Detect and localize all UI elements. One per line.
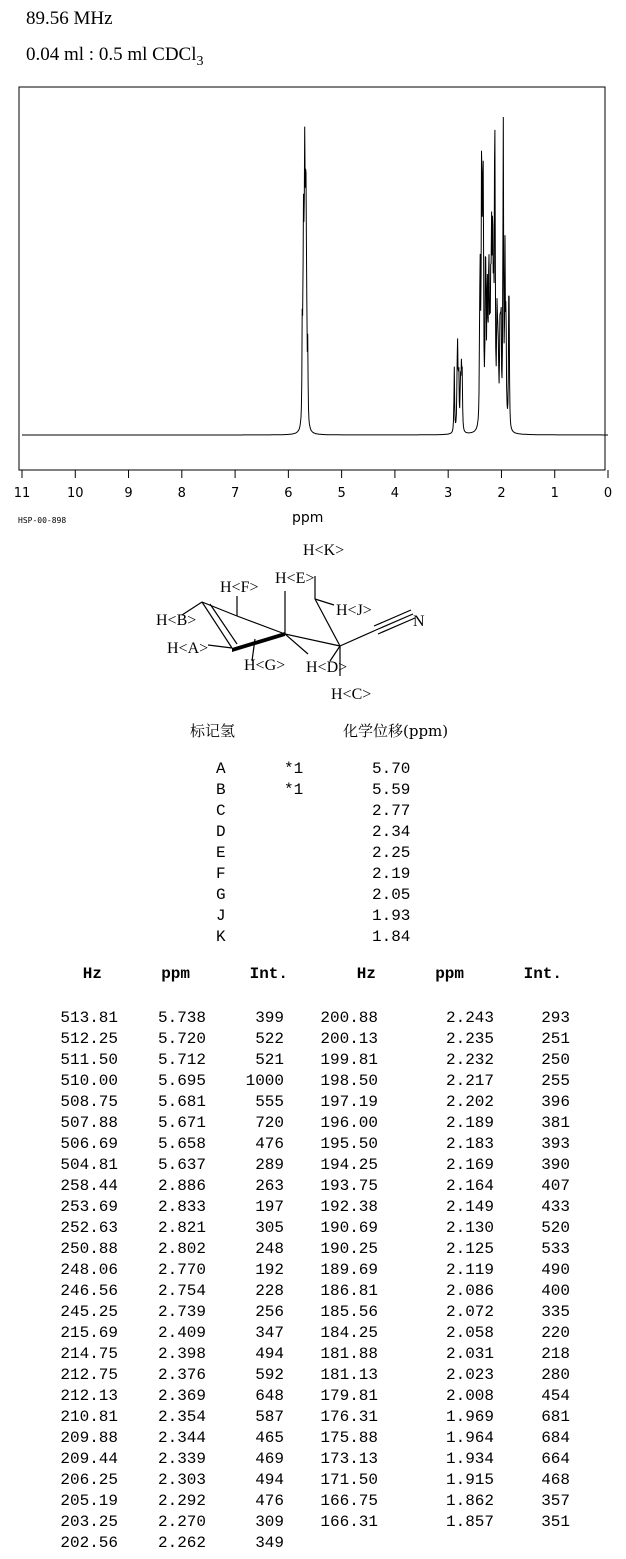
peak-cell: 192 [255,1261,284,1279]
peak-cell: 2.754 [157,1282,206,1300]
assignment-note: *1 [284,781,304,799]
h-label-b: H<B> [156,612,197,629]
assignment-proton-label: B [216,781,226,799]
peak-cell: 2.886 [157,1177,206,1195]
peak-cell: 506.69 [60,1135,118,1153]
peak-cell: 2.169 [445,1156,494,1174]
bond-lines [182,576,415,676]
peak-cell: 256 [255,1303,284,1321]
peak-cell: 2.072 [445,1303,494,1321]
peak-cell: 194.25 [320,1156,378,1174]
peak-cell: 2.344 [157,1429,206,1447]
peak-cell: 2.008 [445,1387,494,1405]
peak-cell: 203.25 [60,1513,118,1531]
peak-cell: 5.658 [157,1135,206,1153]
peak-cell: 357 [541,1492,570,1510]
assignment-shift-header: 化学位移(ppm) [343,722,449,740]
assignment-proton-label: F [216,865,226,883]
peak-cell: 494 [255,1471,284,1489]
peak-cell: 293 [541,1009,570,1027]
peak-cell: 250 [541,1051,570,1069]
peak-cell: 198.50 [320,1072,378,1090]
peak-cell: 173.13 [320,1450,378,1468]
peak-col-hz-left [30,1008,118,1554]
x-tick-label: 6 [284,486,293,501]
peak-cell: 381 [541,1114,570,1132]
peak-cell: 512.25 [60,1030,118,1048]
peak-cell: 592 [255,1366,284,1384]
peak-cell: 2.770 [157,1261,206,1279]
peak-cell: 228 [255,1282,284,1300]
peak-cell: 5.681 [157,1093,206,1111]
peak-cell: 521 [255,1051,284,1069]
peak-cell: 510.00 [60,1072,118,1090]
atom-nitrogen: N [413,613,425,630]
peak-cell: 2.183 [445,1135,494,1153]
peak-cell: 193.75 [320,1177,378,1195]
peak-cell: 175.88 [320,1429,378,1447]
x-tick-label: 0 [603,486,613,501]
peak-cell: 454 [541,1387,570,1405]
assignment-proton-label: D [216,823,226,841]
peak-cell: 664 [541,1450,570,1468]
peak-cell: 184.25 [320,1324,378,1342]
x-tick-label: 11 [13,486,31,501]
peak-header-hz: Hz [82,965,102,983]
peak-cell: 2.189 [445,1114,494,1132]
peak-cell: 494 [255,1345,284,1363]
x-tick-label: 9 [124,486,133,501]
peak-cell: 205.19 [60,1492,118,1510]
peak-col-ppm-left [130,1008,206,1554]
peak-cell: 2.164 [445,1177,494,1195]
peak-cell: 513.81 [60,1009,118,1027]
peak-cell: 185.56 [320,1303,378,1321]
peak-cell: 522 [255,1030,284,1048]
spectrum-id: HSP-00-898 [18,516,67,525]
peak-cell: 5.637 [157,1156,206,1174]
x-tick-label: 7 [230,486,240,501]
assignment-shift: 2.25 [372,844,411,862]
peak-cell: 186.81 [320,1282,378,1300]
peak-cell: 250.88 [60,1240,118,1258]
peak-cell: 520 [541,1219,570,1237]
peak-cell: 2.802 [157,1240,206,1258]
assignment-proton-label: K [216,928,226,946]
peak-cell: 251 [541,1030,570,1048]
peak-cell: 190.25 [320,1240,378,1258]
peak-cell: 255 [541,1072,570,1090]
x-tick-label: 3 [444,486,453,501]
h-label-d: H<D> [306,659,348,676]
peak-cell: 1.934 [445,1450,494,1468]
peak-cell: 433 [541,1198,570,1216]
peak-cell: 349 [255,1534,284,1552]
peak-cell: 197 [255,1198,284,1216]
peak-cell: 176.31 [320,1408,378,1426]
peak-cell: 2.821 [157,1219,206,1237]
wedge-bond [232,632,285,652]
spectrometer-frequency: 89.56 MHz [26,8,113,29]
peak-cell: 2.739 [157,1303,206,1321]
peak-header-ppm: ppm [161,965,190,983]
peak-cell: 189.69 [320,1261,378,1279]
peak-cell: 1.857 [445,1513,494,1531]
peak-cell: 190.69 [320,1219,378,1237]
assignment-proton-label: C [216,802,226,820]
peak-cell: 2.270 [157,1513,206,1531]
sample-text: 0.04 ml : 0.5 ml CDCl [26,44,197,65]
peak-cell: 289 [255,1156,284,1174]
peak-cell: 684 [541,1429,570,1447]
assignment-shift: 1.93 [372,907,411,925]
peak-cell: 2.119 [445,1261,494,1279]
peak-cell: 212.13 [60,1387,118,1405]
peak-cell: 2.217 [445,1072,494,1090]
peak-cell: 2.303 [157,1471,206,1489]
peak-cell: 253.69 [60,1198,118,1216]
x-axis-label: ppm [292,510,324,526]
peak-cell: 192.38 [320,1198,378,1216]
atom-labels [156,542,425,703]
peak-cell: 210.81 [60,1408,118,1426]
spectrum-trace [22,117,608,435]
peak-cell: 5.712 [157,1051,206,1069]
peak-cell: 2.125 [445,1240,494,1258]
assignment-shift: 5.70 [372,760,411,778]
peak-cell: 2.292 [157,1492,206,1510]
sample-description [26,44,204,70]
peak-cell: 2.232 [445,1051,494,1069]
peak-cell: 246.56 [60,1282,118,1300]
peak-cell: 2.086 [445,1282,494,1300]
peak-cell: 468 [541,1471,570,1489]
h-label-f: H<F> [220,579,259,596]
peak-cell: 248.06 [60,1261,118,1279]
x-tick-label: 5 [337,486,346,501]
peak-cell: 2.031 [445,1345,494,1363]
assignment-shift: 5.59 [372,781,411,799]
peak-cell: 555 [255,1093,284,1111]
peak-cell: 2.202 [445,1093,494,1111]
peak-cell: 200.88 [320,1009,378,1027]
peak-cell: 218 [541,1345,570,1363]
peak-cell: 351 [541,1513,570,1531]
peak-cell: 2.149 [445,1198,494,1216]
peak-col-hz-right [318,1008,378,1533]
peak-cell: 335 [541,1303,570,1321]
x-axis-ticks [14,470,612,501]
h-label-j: H<J> [336,602,372,619]
peak-header-ppm-2: ppm [435,965,464,983]
peak-header-hz-2: Hz [356,965,376,983]
peak-cell: 1.915 [445,1471,494,1489]
peak-cell: 504.81 [60,1156,118,1174]
peak-header-int: Int. [249,965,288,983]
peak-cell: 681 [541,1408,570,1426]
peak-cell: 2.398 [157,1345,206,1363]
peak-cell: 2.243 [445,1009,494,1027]
peak-cell: 209.44 [60,1450,118,1468]
molecule-structure [140,536,470,706]
peak-cell: 2.409 [157,1324,206,1342]
peak-cell: 5.720 [157,1030,206,1048]
peak-cell: 2.354 [157,1408,206,1426]
peak-cell: 720 [255,1114,284,1132]
peak-cell: 5.738 [157,1009,206,1027]
peak-cell: 2.369 [157,1387,206,1405]
peak-col-int-left [226,1008,284,1554]
peak-cell: 390 [541,1156,570,1174]
peak-cell: 215.69 [60,1324,118,1342]
peak-cell: 305 [255,1219,284,1237]
peak-cell: 197.19 [320,1093,378,1111]
assignment-shift: 2.77 [372,802,411,820]
peak-cell: 347 [255,1324,284,1342]
assignment-label-header: 标记氢 [190,722,236,740]
assignment-shift: 2.05 [372,886,411,904]
peak-cell: 407 [541,1177,570,1195]
peak-cell: 1.964 [445,1429,494,1447]
peak-cell: 202.56 [60,1534,118,1552]
peak-cell: 1000 [245,1072,284,1090]
x-tick-label: 1 [550,486,559,501]
h-label-a: H<A> [167,640,209,657]
peak-cell: 252.63 [60,1219,118,1237]
peak-header-int-2: Int. [523,965,562,983]
nmr-spectrum-chart [0,80,626,510]
peak-cell: 2.130 [445,1219,494,1237]
peak-cell: 587 [255,1408,284,1426]
peak-col-ppm-right [418,1008,494,1533]
peak-cell: 507.88 [60,1114,118,1132]
peak-cell: 263 [255,1177,284,1195]
peak-cell: 166.75 [320,1492,378,1510]
peak-cell: 200.13 [320,1030,378,1048]
peak-cell: 1.862 [445,1492,494,1510]
assignment-note: *1 [284,760,304,778]
peak-cell: 400 [541,1282,570,1300]
peak-cell: 309 [255,1513,284,1531]
peak-cell: 476 [255,1135,284,1153]
peak-cell: 2.262 [157,1534,206,1552]
peak-cell: 280 [541,1366,570,1384]
assignment-proton-label: G [216,886,226,904]
peak-cell: 181.88 [320,1345,378,1363]
peak-cell: 258.44 [60,1177,118,1195]
peak-col-int-right [512,1008,570,1533]
peak-cell: 476 [255,1492,284,1510]
peak-cell: 399 [255,1009,284,1027]
h-label-g: H<G> [244,657,286,674]
assignment-proton-label: E [216,844,226,862]
peak-cell: 209.88 [60,1429,118,1447]
peak-cell: 1.969 [445,1408,494,1426]
peak-cell: 2.235 [445,1030,494,1048]
peak-cell: 171.50 [320,1471,378,1489]
peak-cell: 220 [541,1324,570,1342]
peak-cell: 2.376 [157,1366,206,1384]
x-tick-label: 2 [497,486,506,501]
x-tick-label: 8 [177,486,186,501]
peak-cell: 214.75 [60,1345,118,1363]
peak-cell: 396 [541,1093,570,1111]
peak-cell: 199.81 [320,1051,378,1069]
peak-cell: 2.058 [445,1324,494,1342]
h-label-c: H<C> [331,686,372,703]
peak-cell: 490 [541,1261,570,1279]
peak-cell: 533 [541,1240,570,1258]
peak-cell: 212.75 [60,1366,118,1384]
plot-frame [19,87,605,470]
assignment-proton-label: J [216,907,226,925]
peak-cell: 469 [255,1450,284,1468]
peak-cell: 195.50 [320,1135,378,1153]
peak-cell: 2.023 [445,1366,494,1384]
h-label-k: H<K> [303,542,345,559]
peak-cell: 245.25 [60,1303,118,1321]
assignment-proton-label: A [216,760,226,778]
peak-cell: 648 [255,1387,284,1405]
peak-cell: 206.25 [60,1471,118,1489]
peak-cell: 393 [541,1135,570,1153]
peak-cell: 508.75 [60,1093,118,1111]
peak-cell: 5.695 [157,1072,206,1090]
assignment-shift: 1.84 [372,928,411,946]
peak-cell: 465 [255,1429,284,1447]
peak-cell: 248 [255,1240,284,1258]
peak-cell: 181.13 [320,1366,378,1384]
peak-cell: 511.50 [60,1051,118,1069]
sample-subscript: 3 [196,53,204,69]
assignment-shift: 2.34 [372,823,411,841]
x-tick-label: 4 [390,486,400,501]
peak-cell: 5.671 [157,1114,206,1132]
x-tick-label: 10 [66,486,84,501]
peak-cell: 179.81 [320,1387,378,1405]
peak-cell: 196.00 [320,1114,378,1132]
assignment-shift: 2.19 [372,865,411,883]
peak-cell: 166.31 [320,1513,378,1531]
h-label-e: H<E> [275,570,315,587]
peak-cell: 2.339 [157,1450,206,1468]
peak-cell: 2.833 [157,1198,206,1216]
